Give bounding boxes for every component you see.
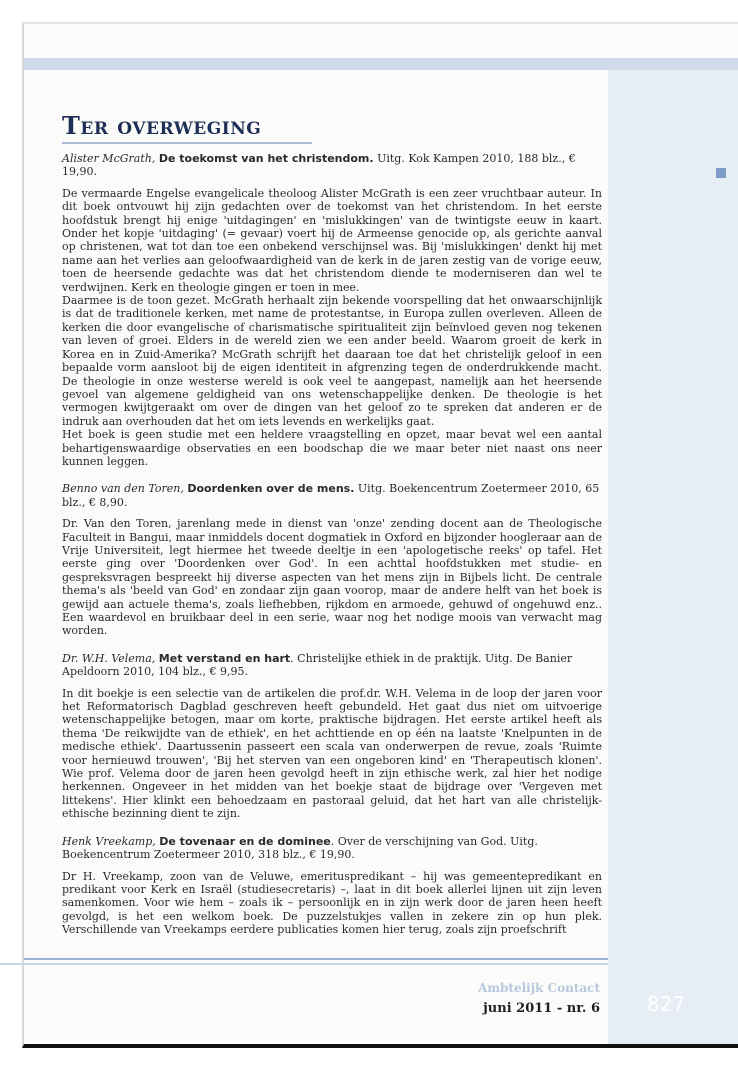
- review-reference: [62, 482, 602, 509]
- review-author: Benno van den Toren,: [62, 482, 184, 496]
- review-paragraph: De vermaarde Engelse evangelicale theoloog Alister McGrath is een zeer vruchtbaar auteur. In dit boek ontvouwt hij zijn gedachten over de toekomst van het christendom. In het eerste hoofdstuk brengt hij enige 'uitdagingen' en 'mislukkingen' van de twintigste eeuw in kaart. Onder het kopje 'uitdaging' (= gevaar) voert hij de Armeense genocide op, als gerichte aanval op christenen, wat tot dan toe een onbekend verschijnsel was. Bij 'mislukkingen' denkt hij met name aan het verlies aan geloofwaardigheid van de kerk in de jaren zestig van de vorige eeuw, toen de heersende gedachte was dat het christendom diende te moderniseren dan wel te verdwijnen. Kerk en theologie gingen er toen in mee.: [62, 186, 602, 294]
- review-body: [62, 187, 602, 469]
- review-body: [62, 687, 602, 821]
- review-publication-details: . Over de verschijning van God. Uitg. Boekencentrum Zoetermeer 2010, 318 blz., € 19,90.: [62, 834, 538, 862]
- review-author: Henk Vreekamp,: [62, 834, 156, 848]
- page-number: 827: [646, 992, 686, 1016]
- review-book-title: De tovenaar en de dominee: [159, 834, 331, 848]
- footer-rule: [24, 958, 608, 960]
- review-author: Dr. W.H. Velema,: [62, 651, 156, 665]
- top-band: [24, 58, 738, 70]
- review-reference: [62, 835, 602, 862]
- review-reference: [62, 652, 602, 679]
- review-publication-details: Uitg. Kok Kampen 2010, 188 blz., € 19,90.: [62, 152, 576, 179]
- review-van-den-toren: [62, 482, 602, 637]
- title-underline: [62, 142, 312, 144]
- article-content: [62, 112, 602, 951]
- review-book-title: Doordenken over de mens.: [187, 482, 355, 496]
- review-reference: [62, 152, 602, 179]
- review-paragraph: Dr. Van den Toren, jarenlang mede in dienst van 'onze' zending docent aan de Theologische Faculteit in Bangui, maar inmiddels docent dogmatiek in Oxford en bijzonder hoogleraar aan de Vrije Universiteit, legt hiermee het tweede deeltje in een 'apologetische reeks' op tafel. Het eerste ging over 'Doordenken over God'. In een achttal hoofdstukken met studie- en gespreksvragen bespreekt hij diverse aspecten van het mens zijn in Bijbels licht. De centrale thema's als 'beeld van God' en zondaar zijn gaan voorop, maar de andere helft van het boek is gewijd aan actuele thema's, zoals liefhebben, rijkdom en armoede, gehuwd of ongehuwd enz.. Een waardevol en bruikbaar deel in een serie, waar nog het nodige moois van verwacht mag worden.: [62, 517, 602, 638]
- issue-label: juni 2011 - nr. 6: [483, 1001, 600, 1016]
- review-book-title: De toekomst van het christendom.: [158, 152, 374, 165]
- review-vreekamp: [62, 835, 602, 937]
- review-book-title: Met verstand en hart: [158, 651, 291, 665]
- review-body: [62, 870, 602, 937]
- review-paragraph: Het boek is geen studie met een heldere vraagstelling en opzet, maar bevat wel een aantal behartigenswaardige observaties en een boodschap die we maar beter niet naast ons neer kunnen leggen.: [62, 428, 602, 468]
- review-paragraph: In dit boekje is een selectie van de artikelen die prof.dr. W.H. Velema in de loop der jaren voor het Reformatorisch Dagblad geschreven heeft gebundeld. Het gaat dus niet om uitvoerige wetenschappelijke betogen, maar om korte, praktische bijdragen. Het eerste artikel heeft als thema 'De reikwijdte van de ethiek', en het achttiende en op één na laatste 'Knelpunten in de medische ethiek'. Daartussenin passeert een scala van onderwerpen de revue, zoals 'Ruimte voor hernieuwd trouwen', 'Bij het sterven van een ongeboren kind' en 'Therapeutisch klonen'. Wie prof. Velema door de jaren heen gevolgd heeft in zijn ethische werk, zal hier het nodige herkennen. Ongeveer in het midden van het boekje staat de bijdrage over 'Vergeven met littekens'. Hier klinkt een behoedzaam en pastoraal geluid, dat het hart van alle christelijk-ethische bezinning dient te zijn.: [62, 686, 602, 821]
- side-marker: [716, 168, 726, 178]
- review-publication-details: . Christelijke ethiek in de praktijk. Uitg. De Banier Apeldoorn 2010, 104 blz., € 9,95.: [62, 651, 573, 679]
- footer-rule-secondary: [0, 963, 608, 965]
- journal-name: Ambtelijk Contact: [478, 981, 600, 995]
- review-paragraph: Daarmee is de toon gezet. McGrath herhaalt zijn bekende voorspelling dat het onwaarschijnlijk is dat de traditionele kerken, met name de protestantse, in Europa zullen overleven. Alleen de kerken die door evangelische of charismatische spiritualiteit zijn beïnvloed geven nog tekenen van leven of groei. Elders in de wereld zien we een ander beeld. Waarom groeit de kerk in Korea en in Zuid-Amerika? McGrath schrijft het daaraan toe dat het christelijk geloof in een bepaalde vorm aansloot bij de eigen identiteit in afgrenzing tegen de onderdrukkende macht. De theologie in onze westerse wereld is ook veel te aangepast, namelijk aan het heersende gevoel van algemene geldigheid van ons wetenschappelijke denken. De theologie is het vermogen kwijtgeraakt om over de dingen van het geloof zo te spreken dat anderen er de indruk aan overhouden dat het om iets levends en werkelijks gaat.: [62, 294, 602, 428]
- review-mcgrath: [62, 152, 602, 468]
- side-band: [608, 60, 738, 1044]
- review-publication-details: Uitg. Boekencentrum Zoetermeer 2010, 65 blz., € 8,90.: [62, 482, 600, 509]
- review-body: [62, 517, 602, 638]
- page-title: Ter overweging: [62, 111, 262, 140]
- review-paragraph: Dr H. Vreekamp, zoon van de Veluwe, emerituspredikant – hij was gemeentepredikant en predikant voor Kerk en Israël (studiesecretaris) –, laat in dit boek allerlei lijnen uit zijn leven samenkomen. Voor wie hem – zoals ik – persoonlijk en in zijn werk door de jaren heen heeft gevolgd, is het een welkom boek. De puzzelstukjes vallen in zekere zin op hun plek. Verschillende van Vreekamps eerdere publicaties komen hier terug, zoals zijn proefschrift: [62, 869, 602, 937]
- review-author: Alister McGrath,: [62, 152, 156, 165]
- review-velema: [62, 652, 602, 821]
